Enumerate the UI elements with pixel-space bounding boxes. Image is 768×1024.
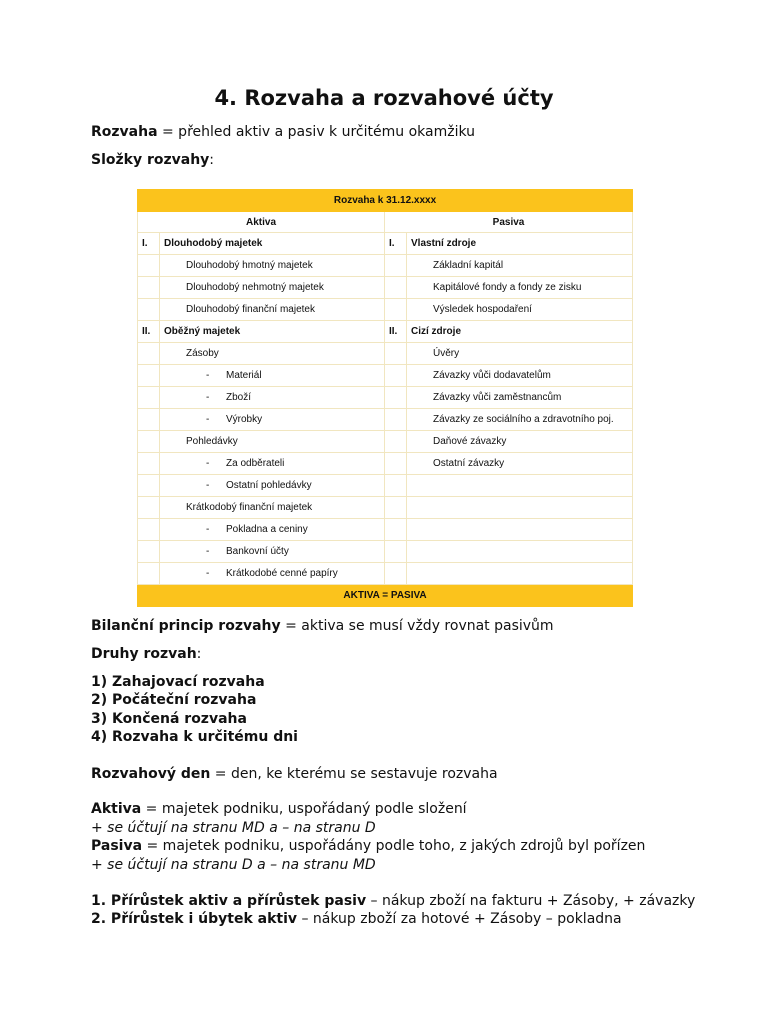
aktiva-number [138, 409, 160, 431]
aktiva-item-label: Materiál [226, 370, 262, 381]
pasiva-item: Závazky vůči dodavatelům [407, 365, 633, 387]
table-footer: AKTIVA = PASIVA [138, 585, 633, 607]
pasiva-number [385, 541, 407, 563]
aktiva-number [138, 343, 160, 365]
pasiva-item [407, 541, 633, 563]
term: 1. Přírůstek aktiv a přírůstek pasiv [91, 893, 367, 909]
aktiva-item-label: Výrobky [226, 414, 263, 425]
pasiva-number [385, 343, 407, 365]
aktiva-number [138, 387, 160, 409]
pasiva-item: Daňové závazky [407, 431, 633, 453]
page-title: 4. Rozvaha a rozvahové účty [214, 86, 554, 110]
column-aktiva: Aktiva [138, 212, 385, 233]
list-item: 4) Rozvaha k určitému dni [91, 729, 298, 745]
colon: : [209, 152, 215, 168]
example-text: – nákup zboží na fakturu + Zásoby, + závazky [366, 893, 696, 909]
table-footer-row [138, 585, 633, 607]
heading-slozky [91, 152, 214, 168]
table-row [138, 255, 633, 277]
dash-bullet: - [206, 392, 210, 403]
pasiva-number [385, 453, 407, 475]
aktiva-item [160, 475, 385, 497]
pasiva-note: + se účtují na stranu D a – na stranu MD [91, 857, 376, 873]
table-row [138, 409, 633, 431]
aktiva-item-label: Za odběrateli [226, 458, 285, 469]
aktiva-item-label: Dlouhodobý hmotný majetek [186, 260, 313, 271]
dash-bullet: - [206, 546, 210, 557]
aktiva-item [160, 343, 385, 365]
list-item: 3) Končená rozvaha [91, 711, 247, 727]
aktiva-item [160, 233, 385, 255]
aktiva-item-label: Oběžný majetek [164, 326, 241, 337]
aktiva-item-label: Zásoby [186, 348, 219, 359]
colon: : [196, 646, 202, 662]
aktiva-item-label: Krátkodobé cenné papíry [226, 568, 338, 579]
table-row [138, 475, 633, 497]
heading-druhy [91, 646, 201, 662]
table-row [138, 343, 633, 365]
pasiva-definition [91, 838, 645, 854]
table-row [138, 387, 633, 409]
aktiva-item [160, 541, 385, 563]
aktiva-item-label: Bankovní účty [226, 546, 289, 557]
pasiva-item: Kapitálové fondy a fondy ze zisku [407, 277, 633, 299]
pasiva-item: Vlastní zdroje [407, 233, 633, 255]
table-row [138, 299, 633, 321]
pasiva-item: Závazky ze sociálního a zdravotního poj. [407, 409, 633, 431]
aktiva-item-label: Dlouhodobý majetek [164, 238, 263, 249]
aktiva-item-label: Zboží [226, 392, 252, 403]
pasiva-item: Ostatní závazky [407, 453, 633, 475]
pasiva-item: Závazky vůči zaměstnancům [407, 387, 633, 409]
pasiva-number [385, 475, 407, 497]
pasiva-number [385, 387, 407, 409]
aktiva-item [160, 387, 385, 409]
table-row [138, 233, 633, 255]
term: Složky rozvahy [91, 152, 210, 168]
aktiva-item [160, 519, 385, 541]
table-row [138, 563, 633, 585]
table-row [138, 497, 633, 519]
term: Druhy rozvah [91, 646, 197, 662]
aktiva-item-label: Dlouhodobý finanční majetek [186, 304, 315, 315]
pasiva-item [407, 563, 633, 585]
pasiva-number [385, 519, 407, 541]
table-row [138, 453, 633, 475]
aktiva-item-label: Pokladna a ceniny [226, 524, 308, 535]
pasiva-item [407, 497, 633, 519]
term: Bilanční princip rozvahy [91, 618, 281, 634]
aktiva-number [138, 299, 160, 321]
aktiva-number [138, 255, 160, 277]
aktiva-number: II. [138, 321, 160, 343]
pasiva-item [407, 519, 633, 541]
definition-text: = majetek podniku, uspořádány podle toho, z jakých zdrojů byl pořízen [142, 838, 646, 854]
table-row [138, 519, 633, 541]
term: Aktiva [91, 801, 142, 817]
table-row [138, 431, 633, 453]
table-row [138, 541, 633, 563]
rozvahovy-den [91, 766, 498, 782]
dash-bullet: - [206, 568, 210, 579]
aktiva-definition [91, 801, 467, 817]
aktiva-item [160, 365, 385, 387]
term: Pasiva [91, 838, 143, 854]
aktiva-number [138, 431, 160, 453]
dash-bullet: - [206, 458, 210, 469]
dash-bullet: - [206, 370, 210, 381]
aktiva-number [138, 453, 160, 475]
aktiva-number [138, 475, 160, 497]
dash-bullet: - [206, 480, 210, 491]
aktiva-item [160, 299, 385, 321]
pasiva-number [385, 365, 407, 387]
pasiva-number [385, 563, 407, 585]
pasiva-number: II. [385, 321, 407, 343]
example-2 [91, 911, 622, 927]
term: Rozvahový den [91, 766, 211, 782]
pasiva-number [385, 497, 407, 519]
aktiva-number: I. [138, 233, 160, 255]
aktiva-item-label: Krátkodobý finanční majetek [186, 502, 313, 513]
pasiva-item: Cizí zdroje [407, 321, 633, 343]
pasiva-item: Výsledek hospodaření [407, 299, 633, 321]
table-header-row [138, 190, 633, 212]
definition-text: = přehled aktiv a pasiv k určitému okamžiku [157, 124, 476, 140]
table-row [138, 321, 633, 343]
aktiva-item [160, 255, 385, 277]
aktiva-number [138, 497, 160, 519]
balance-sheet-table [137, 189, 633, 607]
definition-text: = den, ke kterému se sestavuje rozvaha [210, 766, 498, 782]
aktiva-item-label: Ostatní pohledávky [226, 480, 312, 491]
definition-text: = majetek podniku, uspořádaný podle složení [141, 801, 467, 817]
pasiva-item [407, 475, 633, 497]
pasiva-item: Základní kapitál [407, 255, 633, 277]
example-text: – nákup zboží za hotové + Zásoby – pokladna [297, 911, 622, 927]
aktiva-item [160, 277, 385, 299]
aktiva-item [160, 409, 385, 431]
dash-bullet: - [206, 524, 210, 535]
pasiva-number [385, 277, 407, 299]
pasiva-item: Úvěry [407, 343, 633, 365]
term: Rozvaha [91, 124, 158, 140]
aktiva-number [138, 563, 160, 585]
aktiva-item [160, 321, 385, 343]
table-row [138, 365, 633, 387]
pasiva-number: I. [385, 233, 407, 255]
aktiva-number [138, 541, 160, 563]
column-pasiva: Pasiva [385, 212, 633, 233]
term: 2. Přírůstek i úbytek aktiv [91, 911, 298, 927]
aktiva-number [138, 519, 160, 541]
pasiva-number [385, 409, 407, 431]
table-title: Rozvaha k 31.12.xxxx [138, 190, 633, 212]
example-1 [91, 893, 695, 909]
pasiva-number [385, 431, 407, 453]
definition-text: = aktiva se musí vždy rovnat pasivům [280, 618, 554, 634]
dash-bullet: - [206, 414, 210, 425]
aktiva-item-label: Dlouhodobý nehmotný majetek [186, 282, 324, 293]
pasiva-number [385, 299, 407, 321]
aktiva-number [138, 277, 160, 299]
column-header-row [138, 212, 633, 233]
pasiva-number [385, 255, 407, 277]
aktiva-item [160, 563, 385, 585]
aktiva-note: + se účtují na stranu MD a – na stranu D [91, 820, 376, 836]
bilancni-princip [91, 618, 554, 634]
list-item: 2) Počáteční rozvaha [91, 692, 257, 708]
aktiva-item-label: Pohledávky [186, 436, 238, 447]
table-row [138, 277, 633, 299]
aktiva-number [138, 365, 160, 387]
aktiva-item [160, 497, 385, 519]
list-item: 1) Zahajovací rozvaha [91, 674, 265, 690]
aktiva-item [160, 431, 385, 453]
aktiva-item [160, 453, 385, 475]
definition-rozvaha [91, 124, 475, 140]
